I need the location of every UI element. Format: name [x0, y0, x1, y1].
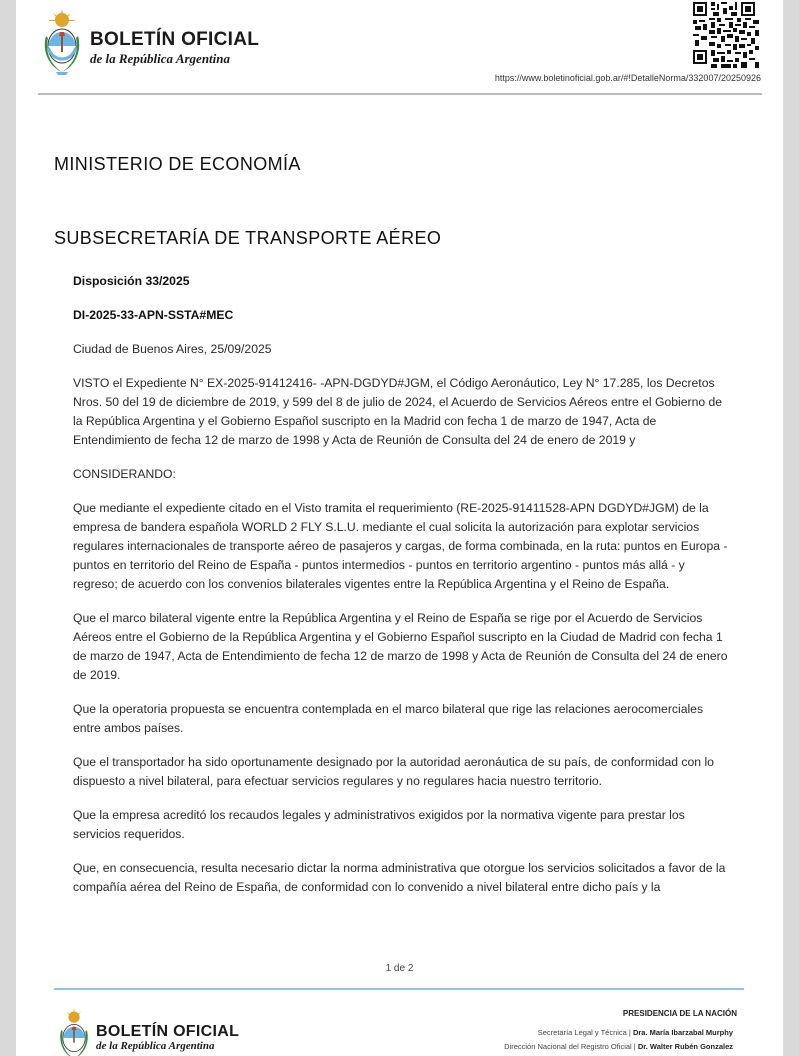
secretaria-name: Dra. María Ibarzabal Murphy — [632, 1028, 733, 1037]
direccion-label: Dirección Nacional del Registro Oficial — [504, 1042, 632, 1051]
subsecretary-heading: SUBSECRETARÍA DE TRANSPORTE AÉREO — [54, 228, 442, 248]
argentina-coat-of-arms-icon — [56, 1006, 92, 1056]
secretaria-line: Secretaría Legal y Técnica | Dra. María Ibarzabal Murphy — [537, 1028, 733, 1037]
header-subtitle: de la República Argentina — [90, 51, 230, 66]
direccion-name: Dr. Walter Rubén Gonzalez — [637, 1042, 733, 1051]
considerando-heading: CONSIDERANDO: — [73, 467, 176, 481]
visto-paragraph: VISTO el Expediente N° EX-2025-91412416- -APN-DGDYD#JGM, el Código Aeronáutico, Ley N° 17.285, los Decretos Nros. 50 del 19 de diciembre de 2019, y 599 del 8 de julio de 2024, el Acuerdo de Servicios Aéreos entre el Gobierno de la República Argentina y el Gobierno Español suscripto en la Madrid con fecha 1 de marzo de 1947, Acta de Entendimiento de fecha 12 de marzo de 1998 y Acta de Reunión de Consulta del 24 de enero de 2019 y — [73, 376, 723, 447]
body-paragraph: Que, en consecuencia, resulta necesario dictar la norma administrativa que otorgue los servicios solicitados a favor de la compañía aérea del Reino de España, de conformidad con lo convenido a nivel bilateral entre dicho país y la — [73, 861, 726, 894]
footer-divider — [54, 988, 744, 990]
header-divider — [38, 93, 762, 95]
body-paragraph: Que mediante el expediente citado en el Visto tramita el requerimiento (RE-2025-91411528-APN DGDYD#JGM) de la empresa de bandera española WORLD 2 FLY S.L.U. mediante el cual solicita la autorización para explotar servicios regulares internacionales de transporte aéreo de pasajeros y cargas, de forma combinada, en la ruta: puntos en Europa - puntos en territorio del Reino de España - puntos intermedios - puntos en territorio argentino - puntos más allá - y regreso; de acuerdo con los convenios bilaterales vigentes entre la República Argentina y el Reino de España. — [73, 501, 728, 591]
qr-code-icon[interactable] — [693, 2, 759, 68]
secretaria-label: Secretaría Legal y Técnica — [537, 1028, 627, 1037]
direccion-line: Dirección Nacional del Registro Oficial | Dr. Walter Rubén Gonzalez — [504, 1042, 733, 1051]
body-paragraph: Que el marco bilateral vigente entre la República Argentina y el Reino de España se rige por el Acuerdo de Servicios Aéreos entre el Gobierno de la República Argentina y el Gobierno Español suscripto en la Ciudad de Madrid con fecha 1 de marzo de 1947, Acta de Entendimiento de fecha 12 de marzo de 1998 y Acta de Reunión de Consulta del 24 de enero de 2019. — [73, 611, 728, 682]
header-title: BOLETÍN OFICIAL — [90, 29, 260, 50]
disposition-number: Disposición 33/2025 — [73, 274, 190, 288]
argentina-coat-of-arms-icon — [40, 6, 84, 76]
footer-subtitle: de la República Argentina — [96, 1040, 215, 1052]
document-body — [73, 272, 729, 912]
place-and-date: Ciudad de Buenos Aires, 25/09/2025 — [73, 342, 272, 356]
ministry-heading: MINISTERIO DE ECONOMÍA — [54, 154, 301, 174]
page-number: 1 de 2 — [385, 963, 414, 974]
document-page — [16, 0, 783, 1056]
disposition-reference: DI-2025-33-APN-SSTA#MEC — [73, 308, 234, 322]
body-paragraph: Que la empresa acreditó los recaudos legales y administrativos exigidos por la normativa vigente para prestar los servicios requeridos. — [73, 808, 685, 841]
document-url[interactable]: https://www.boletinoficial.gob.ar/#!DetalleNorma/332007/20250926 — [494, 73, 761, 83]
presidencia-label: PRESIDENCIA DE LA NACIÓN — [622, 1009, 737, 1018]
body-paragraph: Que la operatoria propuesta se encuentra contemplada en el marco bilateral que rige las relaciones aerocomerciales entre ambos países. — [73, 702, 704, 735]
footer-title: BOLETÍN OFICIAL — [96, 1023, 240, 1040]
body-paragraph: Que el transportador ha sido oportunamente designado por la autoridad aeronáutica de su país, de conformidad con lo dispuesto a nivel bilateral, para efectuar servicios regulares y no regulares hacia nuestro territorio. — [73, 755, 714, 788]
